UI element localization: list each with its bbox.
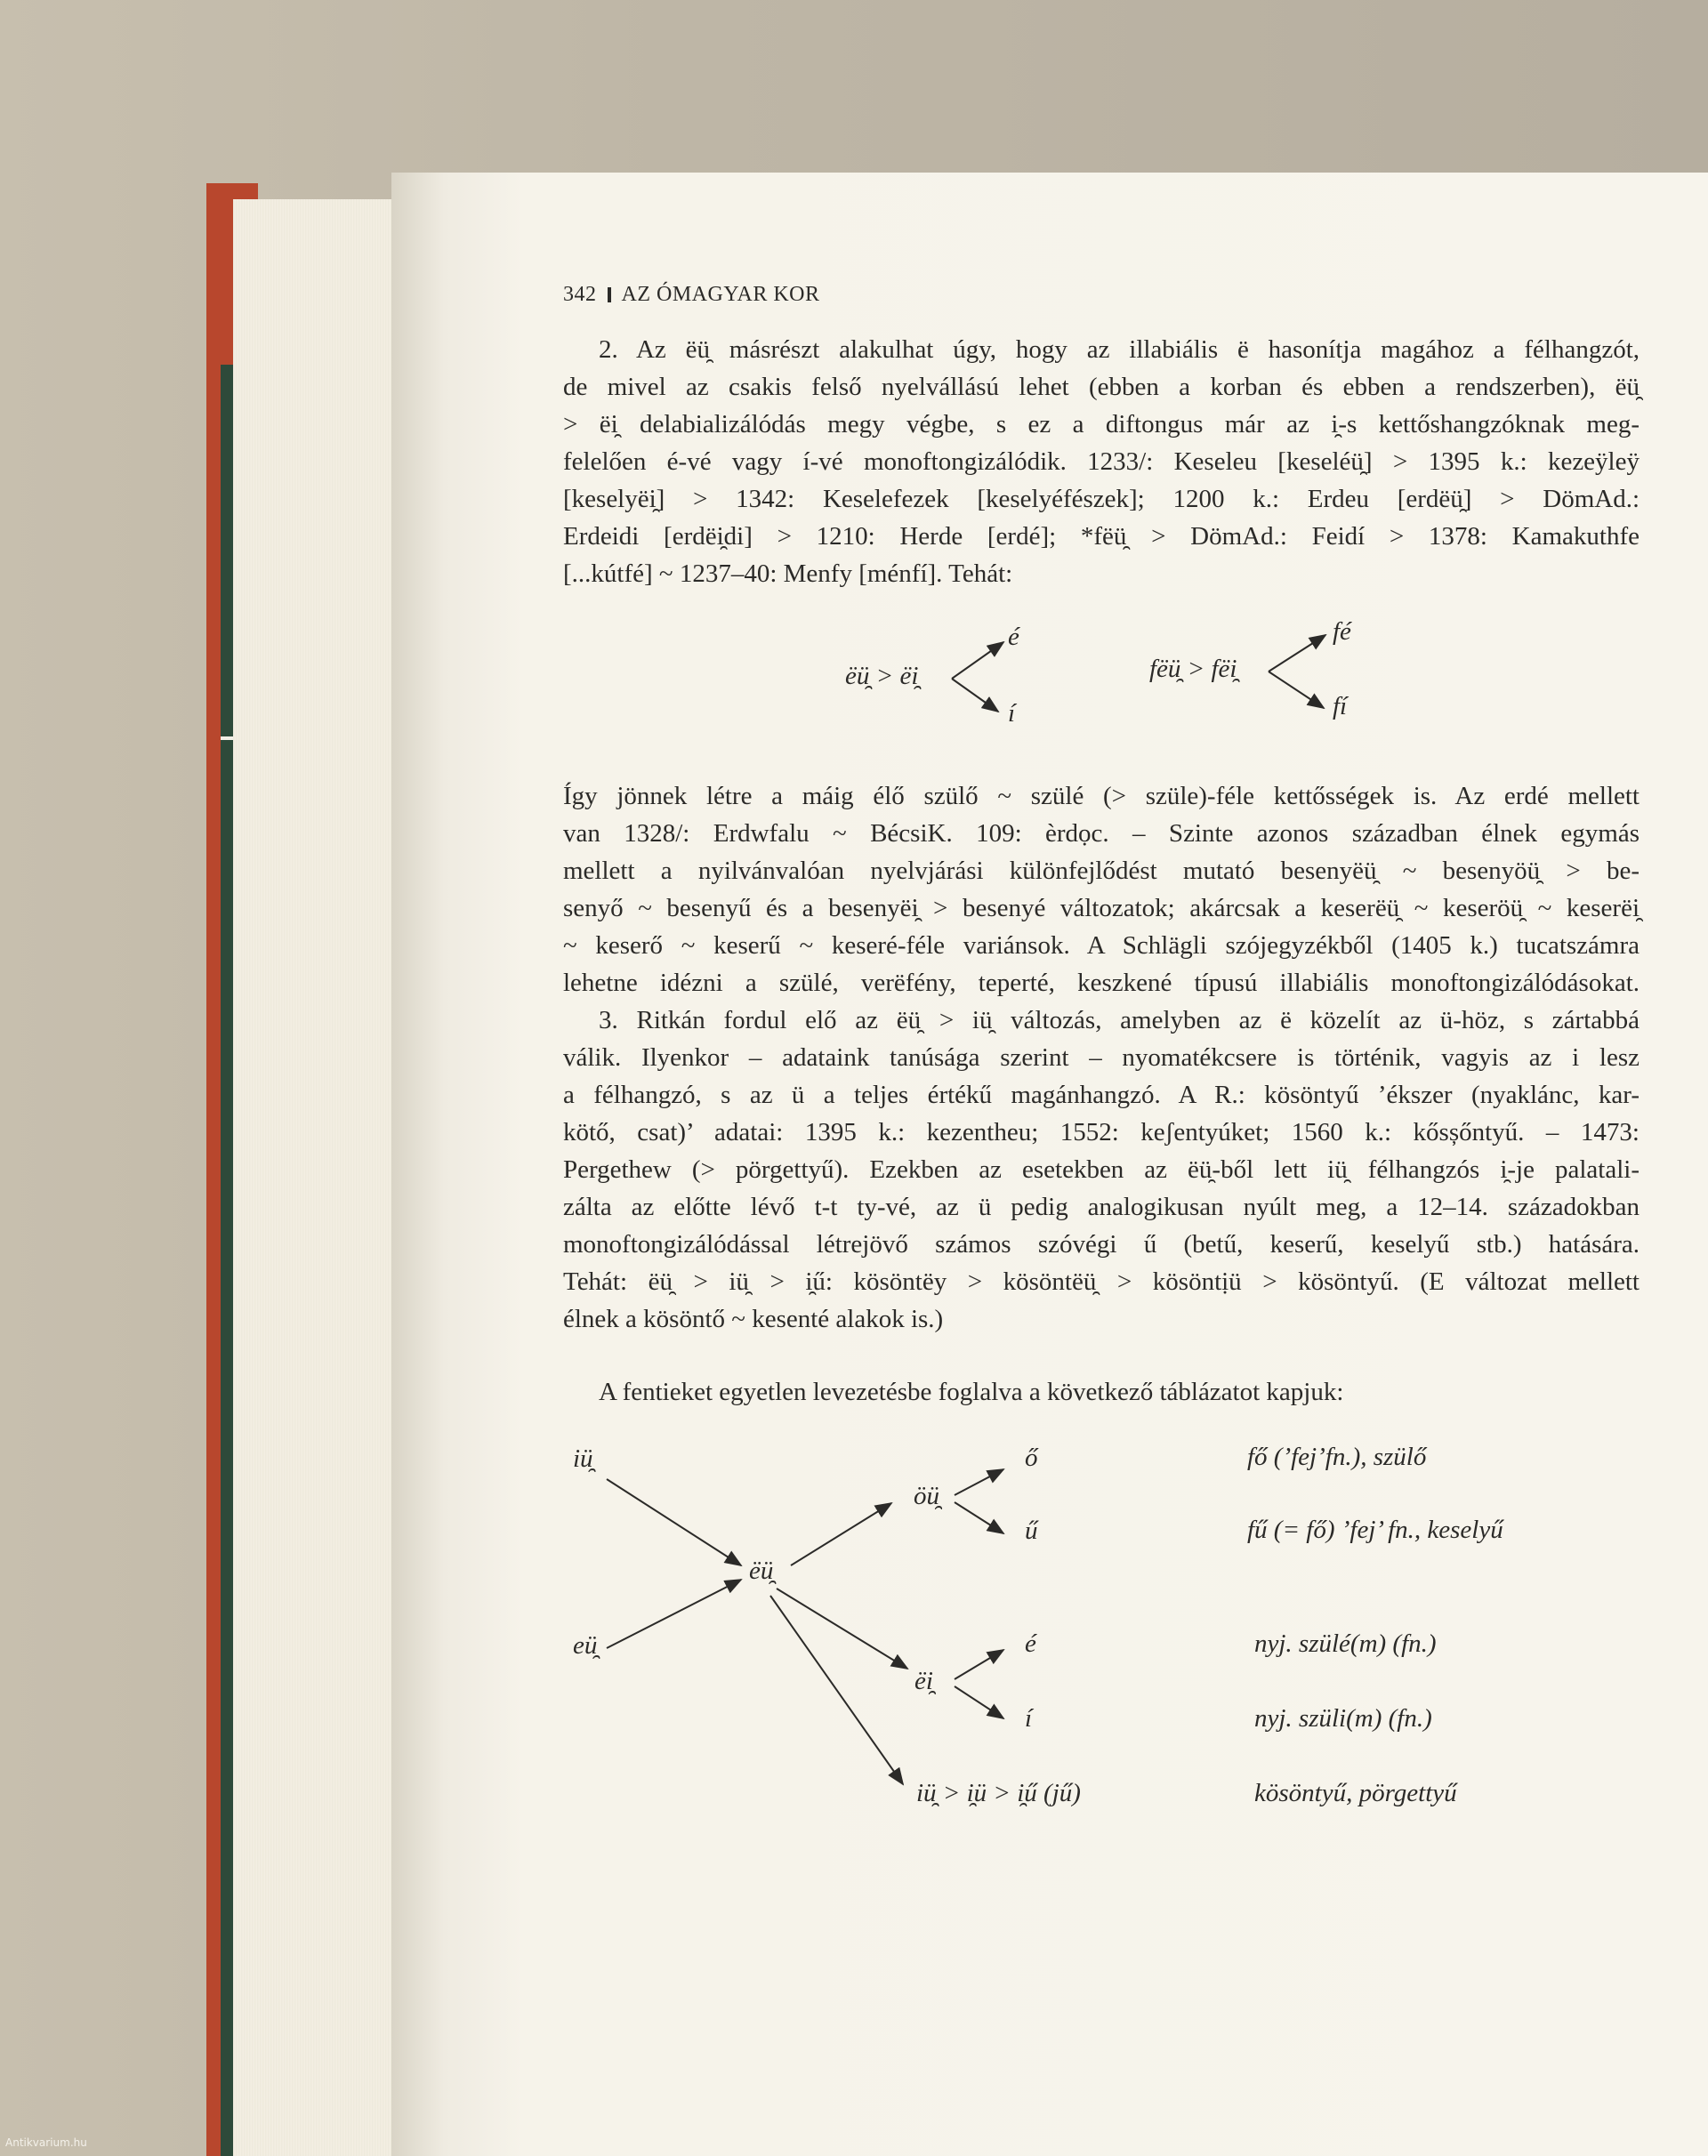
text-line: Erdeidi [erdëi̯di] > 1210: Herde [erdé]; *fëü̯ > DömAd.: Feidí > 1378: Kamakuthfe	[563, 522, 1640, 551]
diagram-2-node-u: ű	[1025, 1516, 1038, 1545]
text-line: monoftongizálódással létrejövő számos szóvégi ű (betű, keserű, keselyű stb.) hatására.	[563, 1230, 1640, 1259]
page-number: 342	[563, 283, 597, 306]
text-line: élnek a kösöntő ~ kesenté alakok is.)	[563, 1305, 944, 1333]
diagram-1-left-bottom: í	[1008, 699, 1016, 728]
diagram-2-node-eu: eü̯	[573, 1631, 598, 1660]
diagram-2-gloss-e: nyj. szülé(m) (fn.)	[1254, 1629, 1437, 1658]
diagram-2-node-bottom: iü̯ > i̯ü > i̯ű (jű)	[916, 1779, 1081, 1807]
diagram-2-node-ei: ëi̯	[914, 1667, 933, 1695]
text-line: 2. Az ëü̯ másrészt alakulhat úgy, hogy az illabiális ë hasonítja magához a félhangzót,	[599, 335, 1640, 364]
text-line: zálta az előtte lévő t-t ty-vé, az ü pedig analogikusan nyúlt meg, a 12–14. századokban	[563, 1193, 1640, 1221]
text-line: válik. Ilyenkor – adataink tanúsága szerint – nyomatékcsere is történik, vagyis az i lesz	[563, 1043, 1640, 1072]
running-title: AZ ÓMAGYAR KOR	[621, 283, 820, 306]
diagram-2-gloss-i: nyj. szüli(m) (fn.)	[1254, 1704, 1432, 1733]
text-line: > ëi̯ delabializálódás megy végbe, s ez a diftongus már az i̯-s kettőshangzóknak meg-	[563, 410, 1640, 438]
diagram-2-node-center: ëü̯	[749, 1557, 774, 1585]
diagram-2-gloss-u: fű (= fő) ’fej’ fn., keselyű	[1247, 1516, 1503, 1544]
diagram-2-node-o: ő	[1025, 1444, 1038, 1472]
diagram-2-node-i: í	[1025, 1704, 1033, 1733]
diagram-2-gloss-bottom: kösöntyű, pörgettyű	[1254, 1779, 1457, 1807]
text-line: A fentieket egyetlen levezetésbe foglalva a következő táblázatot kapjuk:	[599, 1378, 1344, 1406]
text-line: de mivel az csakis felső nyelvállású lehet (ebben a korban és ebben a rendszerben), ëü̯	[563, 373, 1640, 401]
text-line: senyő ~ besenyű és a besenyëi̯ > besenyé változatok; akárcsak a keserëü̯ ~ keseröü̯ ~ keserëi̯	[563, 894, 1640, 922]
diagram-2-node-ou: öü̯	[914, 1482, 939, 1510]
text-line: lehetne idézni a szülé, verëfény, teperté, keszkené típusú illabiális monoftongizálódásokat.	[563, 969, 1640, 997]
text-line: a félhangzó, s az ü a teljes értékű magánhangzó. A R.: kösöntyű ’ékszer (nyaklánc, kar-	[563, 1081, 1640, 1109]
text-line: [...kútfé] ~ 1237–40: Menfy [ménfí]. Tehát:	[563, 559, 1013, 588]
text-line: mellett a nyilvánvalóan nyelvjárási különfejlődést mutató besenyëü̯ ~ besenyöü̯ > be-	[563, 857, 1640, 885]
diagram-2-node-e: é	[1025, 1629, 1036, 1658]
text-line: Pergethew (> pörgettyű). Ezekben az esetekben az ëü̯-ből lett iü̯ félhangzós i̯-je palatali-	[563, 1155, 1640, 1184]
text-line: 3. Ritkán fordul elő az ëü̯ > iü̯ változás, amelyben az ë közelít az ü-höz, s zártabbá	[599, 1006, 1640, 1034]
diagram-1-right-source: fëü̯ > fëi̯	[1149, 655, 1237, 683]
text-line: ~ keserő ~ keserű ~ keseré-féle variánsok. A Schlägli szójegyzékből (1405 k.) tucatszámra	[563, 931, 1640, 960]
text-line: Tehát: ëü̯ > iü̯ > i̯ű: kösöntëy > kösöntëü̯ > kösöntịü > kösöntyű. (E változat mellett	[563, 1267, 1640, 1296]
diagram-1-left-top: é	[1008, 623, 1019, 651]
text-line: Így jönnek létre a máig élő szülő ~ szülé (> szüle)-féle kettősségek is. Az erdé mellett	[563, 782, 1640, 810]
diagram-1-left-source: ëü̯ > ëi̯	[845, 662, 919, 690]
diagram-1-right-bottom: fí	[1333, 692, 1348, 720]
watermark: Antikvarium.hu	[5, 2136, 87, 2149]
text-line: kötő, csat)’ adatai: 1395 k.: kezentheu; 1552: keʃentyúket; 1560 k.: kősșőntyű. – 1473:	[563, 1118, 1640, 1146]
text-line: felelően é-vé vagy í-vé monoftongizálódik. 1233/: Keseleu [keseléü̯] > 1395 k.: kezeÿleÿ	[563, 447, 1640, 476]
diagram-2-gloss-o: fő (’fej’fn.), szülő	[1247, 1443, 1427, 1471]
text-line: [keselyëi̯] > 1342: Keselefezek [keselyéfészek]; 1200 k.: Erdeu [erdëü̯] > DömAd.:	[563, 485, 1640, 513]
text-line: van 1328/: Erdwfalu ~ BécsiK. 109: èrdọc. – Szinte azonos században élnek egymás	[563, 819, 1640, 848]
diagram-2-node-iu: iü̯	[573, 1444, 593, 1473]
diagram-1-right-top: fé	[1333, 617, 1351, 646]
